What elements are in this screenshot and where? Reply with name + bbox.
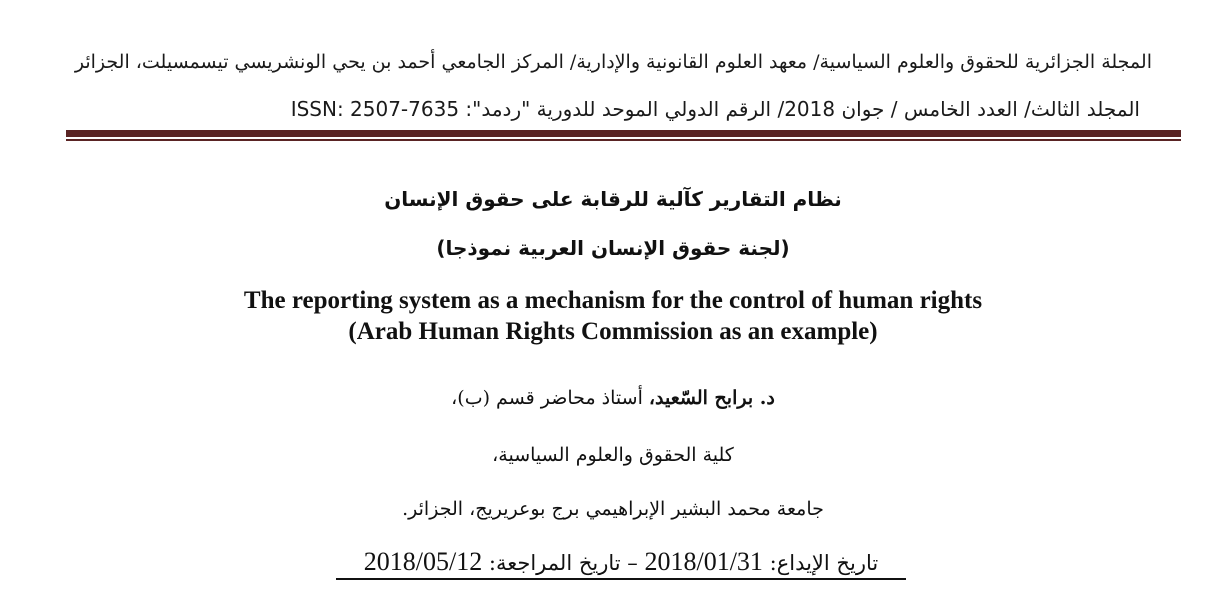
author-position: أستاذ محاضر قسم (ب)، xyxy=(451,387,649,409)
author-university: جامعة محمد البشير الإبراهيمي برج بوعريريج، الجزائر. xyxy=(402,498,824,520)
arabic-subtitle: (لجنة حقوق الإنسان العربية نموذجا) xyxy=(436,236,790,260)
journal-header-line1: المجلة الجزائرية للحقوق والعلوم السياسية/ معهد العلوم القانونية والإدارية/ المركز الجامعي أحمد بن يحي الونشريسي تيسمسيلت، الجزائر xyxy=(74,51,1152,73)
journal-header-line2: المجلد الثالث/ العدد الخامس / جوان 2018/ الرقم الدولي الموحد للدورية "ردمد": ISSN: 2507-7635 xyxy=(290,97,1140,121)
header-divider-thin xyxy=(66,139,1181,141)
submission-date-label: تاريخ الإيداع: xyxy=(769,551,879,575)
author-name: د. برابح السّعيد، xyxy=(648,387,775,409)
author-faculty: كلية الحقوق والعلوم السياسية، xyxy=(492,444,734,466)
header-divider-thick xyxy=(66,130,1181,137)
english-title: The reporting system as a mechanism for the control of human rights xyxy=(243,287,983,314)
author-line xyxy=(0,383,1226,413)
dates-underline xyxy=(336,578,906,580)
article-dates xyxy=(336,547,906,578)
english-subtitle: (Arab Human Rights Commission as an example) xyxy=(348,318,878,345)
date-separator: – xyxy=(627,551,638,575)
review-date: 2018/05/12 xyxy=(363,547,483,576)
arabic-title: نظام التقارير كآلية للرقابة على حقوق الإنسان xyxy=(384,187,842,211)
review-date-label: تاريخ المراجعة: xyxy=(488,551,621,575)
submission-date: 2018/01/31 xyxy=(644,547,763,576)
